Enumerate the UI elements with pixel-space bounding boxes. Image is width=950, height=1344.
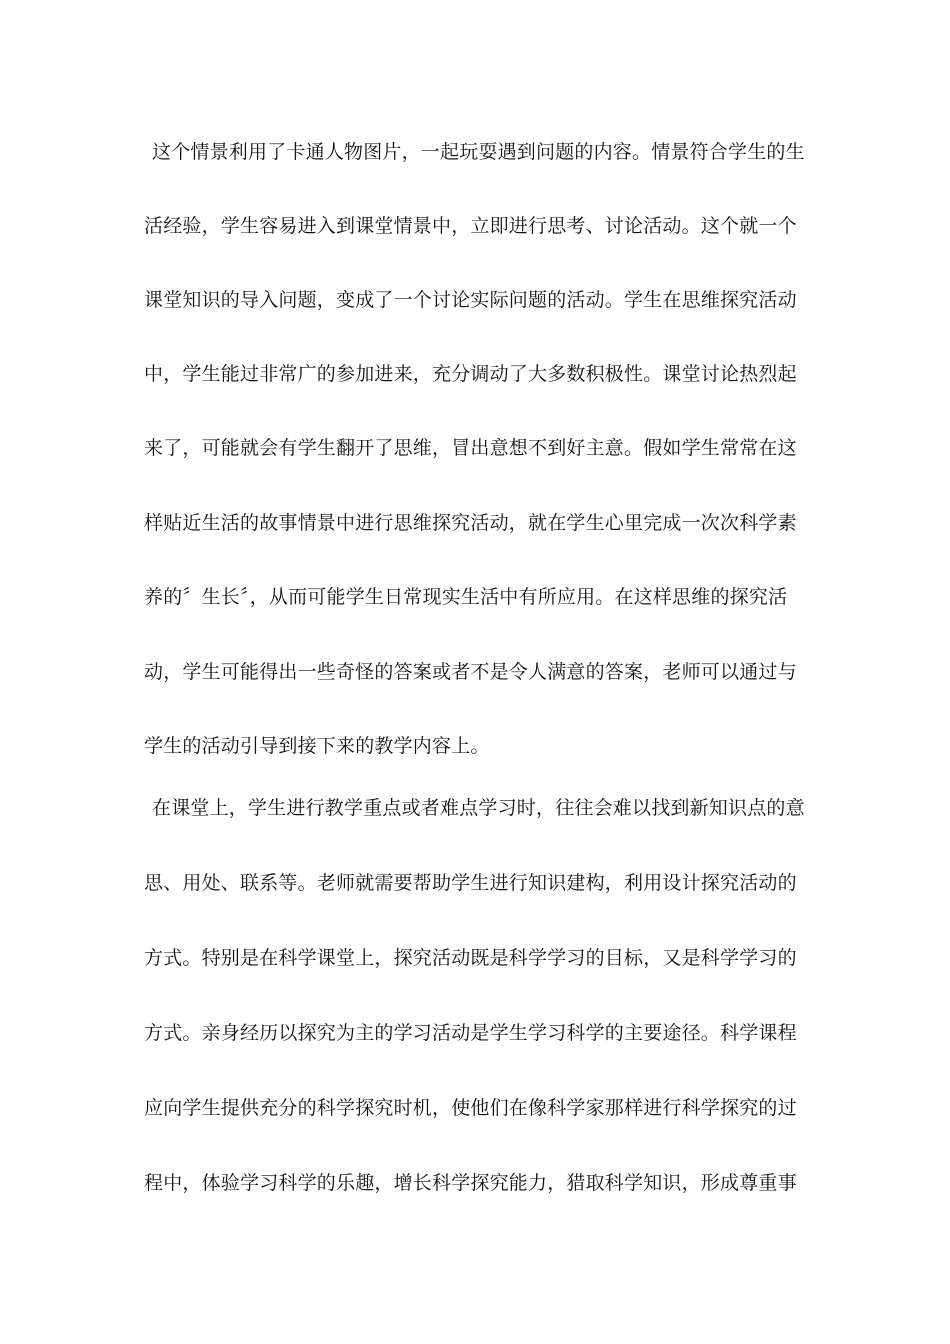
paragraph-1-line-8: 动，学生可能得出一些奇怪的答案或者不是令人满意的答案，老师可以通过与: [144, 661, 797, 683]
paragraph-1-line-3: 课堂知识的导入问题，变成了一个讨论实际问题的活动。学生在思维探究活动: [144, 289, 797, 311]
paragraph-1-line-6: 样贴近生活的故事情景中进行思维探究活动，就在学生心里完成一次次科学素: [144, 512, 797, 534]
paragraph-2-line-5: 应向学生提供充分的科学探究时机，使他们在像科学家那样进行科学探究的过: [144, 1097, 797, 1119]
paragraph-2-line-6: 程中，体验学习科学的乐趣，增长科学探究能力，猎取科学知识，形成尊重事: [144, 1172, 797, 1194]
paragraph-1-line-2: 活经验，学生容易进入到课堂情景中，立即进行思考、讨论活动。这个就一个: [144, 215, 797, 237]
paragraph-2-line-3: 方式。特别是在科学课堂上，探究活动既是科学学习的目标，又是科学学习的: [144, 947, 797, 969]
paragraph-1-line-7: 养的〞生长〞，从而可能学生日常现实生活中有所应用。在这样思维的探究活: [144, 586, 788, 608]
paragraph-1-line-4: 中，学生能过非常广的参加进来，充分调动了大多数积极性。课堂讨论热烈起: [144, 363, 797, 385]
paragraph-1-line-5: 来了，可能就会有学生翻开了思维，冒出意想不到好主意。假如学生常常在这: [144, 437, 797, 459]
paragraph-1-line-9: 学生的活动引导到接下来的教学内容上。: [144, 735, 490, 757]
paragraph-2-line-1: 在课堂上，学生进行教学重点或者难点学习时，往往会难以找到新知识点的意: [152, 797, 805, 819]
paragraph-2-line-4: 方式。亲身经历以探究为主的学习活动是学生学习科学的主要途径。科学课程: [144, 1022, 797, 1044]
paragraph-1-line-1: 这个情景利用了卡通人物图片，一起玩耍遇到问题的内容。情景符合学生的生: [152, 141, 805, 163]
paragraph-2-line-2: 思、用处、联系等。老师就需要帮助学生进行知识建构，利用设计探究活动的: [144, 872, 797, 894]
